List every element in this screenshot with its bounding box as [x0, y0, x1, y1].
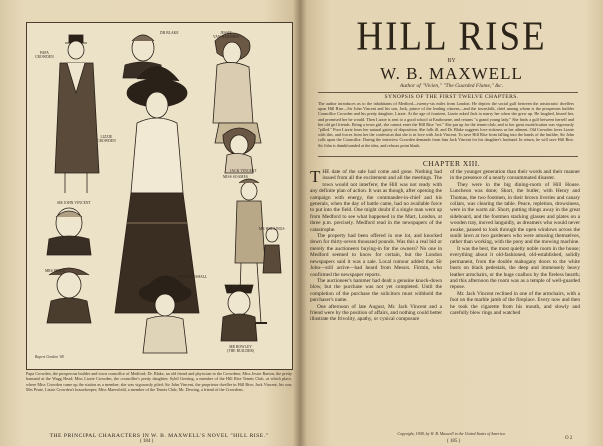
copyright-line: Copyright, 1908, by W. B. Maxwell in the United States of America. [397, 431, 506, 436]
paragraph: It was the best, the most quietly noble room in the house; everything about it old-fashioned, old-established, solidly permanent, from the double mahogany doors to the white busts on black pedestals, the deep and immensely heavy leather armchairs, or the huge coalbox by the fireless hearth; and this afternoon the room was as a temple of well-guarded repose. [450, 245, 580, 291]
drop-cap: T [310, 167, 321, 186]
mrs-peate-figure [47, 268, 91, 323]
label-miss-marshall: MISS MARSHALL [177, 275, 208, 279]
mr-hollings-figure [263, 228, 281, 273]
jessie-figure [213, 33, 261, 143]
illustration-frame [26, 22, 293, 370]
author-name: W. B. MAXWELL [380, 64, 523, 83]
text-column-1 [310, 169, 442, 323]
caption-title: THE PRINCIPAL CHARACTERS IN W. B. MAXWELL'S NOVEL "HILL RISE." [49, 433, 269, 439]
illustration-caption: Papa Crowden, the prosperous builder and town councillor of Medford; Dr. Blake, an old friend and physician to the Crowdens; Miss Jessie Barton, the pretty barmaid at the Wagg Head; Miss Lizzie Crowden, the councillor's pretty daughter; Sybil Geering, a member of the Hill Rise Tennis Club, at which place, where Miss Crowden came up the station as a member, she was vigorously piled; Sir John Vincent, the proprietor dweller in Hill Rise; Jack Vincent, his son; Mrs Peate, Lizzie Crowden's housekeeper; Miss Maresfield, a member of the Tennis Club; Mr. Dewing, a friend of the Crowdens. [26, 371, 292, 392]
paragraph: The auctioneer's hammer had dealt a genuine knock-down blow, but the purchase was not yet completed. Until the completion of the purchase the solicitors must withhold the purchaser's name. [310, 277, 442, 304]
sir-john-vincent-figure [47, 208, 91, 255]
paragraph: of the younger generation than their words and their manner in the presence of a nearly consummated disaster. [450, 169, 580, 182]
author-works: Author of "Vivien," "The Guarded Flame," &c. [399, 83, 504, 89]
label-jack-vincent: JACK VINCENT [230, 169, 257, 173]
label-mr-bowley: MR BOWLEY (THE BUILDER) [227, 345, 255, 353]
paragraph: The property had been offered in one lot, and knocked down for thirty-seven thousand pounds. Was this a real bid or merely the auctioneers buying-in for the owners? No one in Medford seemed to know for certain, but the London newspapers said it was a sale. Local rumour added that Sir John—still active—had heard from Messrs. Firmin, who confirmed the newspaper reports. [310, 233, 442, 278]
miss-marshall-figure [139, 276, 191, 353]
divider-bottom [318, 156, 578, 157]
book-gutter [293, 0, 307, 446]
synopsis-text: The author introduces us to the inhabitants of Medford—twenty-six miles from London. He depicts the social gulf between the aristocratic dwellers upon Hill Rise—Sir John Vincent and his son, Jack, prince of the leading citizens—and the townsfolk, chief among whom is the prosperous builder Councillor Crowden and his pretty daughter, Lizzie. At the age of fourteen, Lizzie asked Jack to marry her when she grew up. He laughed, kissed her, and promised her he would. Then Lizzie is sent to a good school at Eastbourne, and returns "a grand young lady." She finds a gulf between herself and her old girl friends. Being a town girl, she cannot enter the Hill Rise "set." She put up for the tennis-club, and to her great mortification was vigorously "pilled." Poor Lizzie loses her natural gaiety of disposition. She falls ill, and Dr. Blake suggests love-sickness as her ailment. Old Crowden loves Lizzie with this, and forces from her the confession that she is in love with Jack Vincent. To save Hill Rise from falling into the hands of the builder, Sir John calls upon the Councillor. During the interview Crowden demands from him Jack Vincent for his daughter's husband. In return, he will save Hill Rise. Sir John is dumbfounded at the idea, and refuses point blank. [318, 101, 574, 148]
characters-illustration [27, 23, 292, 369]
label-lizzie-crowden: LIZZIE CROWDEN [97, 135, 116, 143]
right-page-number: ( 185 ) [447, 439, 461, 444]
synopsis-title: SYNOPSIS OF THE FIRST TWELVE CHAPTERS. [384, 94, 519, 100]
papa-crowden-figure [55, 35, 99, 193]
label-papa-crowden: PAPA CROWDEN [35, 51, 54, 59]
label-miss-soames: MISS SOAMES [223, 175, 248, 179]
byline-by: BY [447, 58, 456, 64]
paragraph: One afternoon of late August, Mr. Jack Vincent and a friend were by the position of affairs, and nothing could better illustrate the frivolity, apathy, or cynical composure [310, 303, 442, 323]
label-jessie: JESSIE VAN BARTHEN [213, 31, 240, 39]
mr-bowley-figure [221, 285, 257, 341]
miss-soames-figure [223, 128, 255, 173]
label-dr-blake: DR BLAKE [160, 31, 179, 35]
artist-signature: Rupert Gordon '08 [35, 355, 64, 359]
paragraph: Mr. Jack Vincent reclined in one of the armchairs, with a foot on the marble jamb of the fireplace. Every now and then he took the cigarette from his mouth, and slowly and carefully blew rings and watched [450, 290, 580, 316]
divider-top [318, 92, 578, 93]
text-column-2 [450, 169, 580, 316]
story-title: HILL RISE [356, 13, 547, 60]
paragraph: HE date of the sale had come and gone. Nothing had issued from all the excitement and all the meetings. The town would not interfere; the Hill was not ready with any definite plan of action. It was as though, after opening the campaign with energy, the commander-in-chief and his generals, when the day of battle came, had no available force to put into the field. One might doubt if a single man went up from Medford to see what happened in the Mart, London, at three p.m. precisely. Medford read in the newspapers of the catastrophe. [310, 169, 442, 233]
paragraph: They were in the big dining-room of Hill House. Luncheon was done; Short, the butler, with Henry and Thomas, the two footmen, in their brown liveries and canary collars, was clearing the table. Peace, repletion, drowsiness, were in the warm air. Short, putting things away in the great sideboard, and the footmen stacking glasses and plates on a wooden tray, moved languidly, as dreamers who would never awake, paused to look through the open windows across the sunlit lawn at two gardeners who were amusing themselves, rather than working, with the pony and the mowing machine. [450, 181, 580, 246]
signature-mark: O 2 [565, 436, 573, 441]
label-mrs-peate: MRS PEATE [45, 269, 66, 273]
chapter-heading: CHAPTER XIII. [422, 159, 481, 168]
label-mr-hollings: MR HOLLINGS [259, 227, 285, 231]
left-page-number: ( 184 ) [140, 439, 154, 444]
label-sir-john-vincent: SIR JOHN VINCENT [57, 201, 91, 205]
left-page [0, 0, 300, 446]
